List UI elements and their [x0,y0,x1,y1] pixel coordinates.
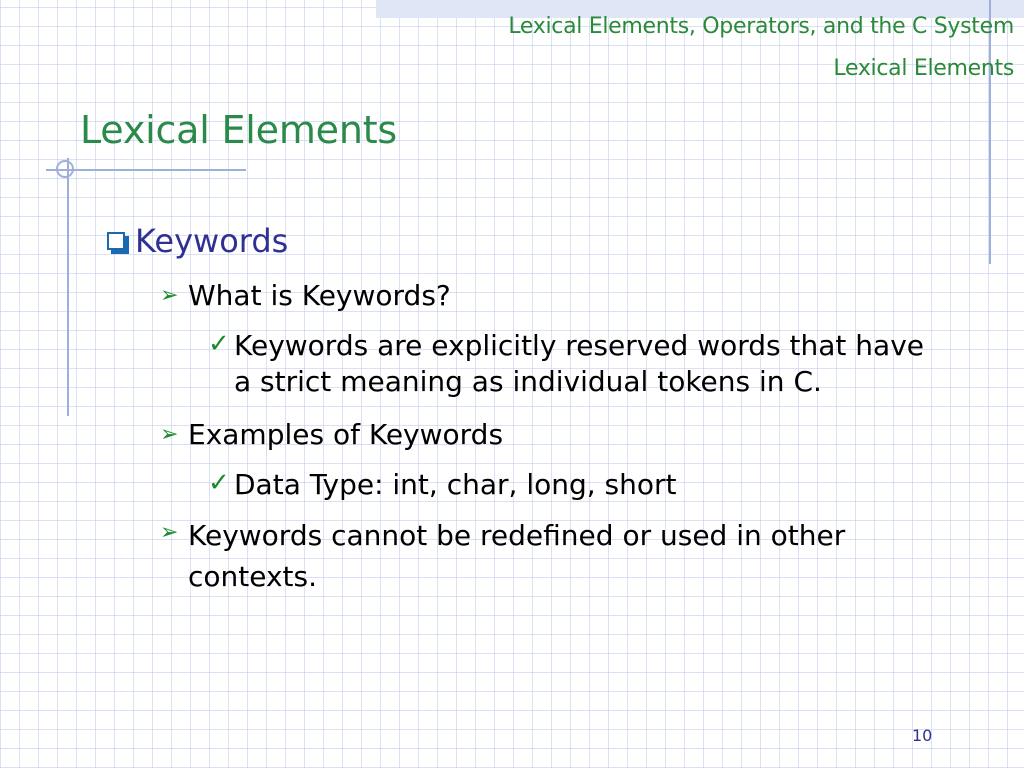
rule-circle-ornament [56,160,74,178]
bullet-data-type-label: Data Type: int, char, long, short [234,468,677,501]
slide-title: Lexical Elements [80,108,397,152]
bullet-examples [160,418,503,452]
checkmark-icon: ✓ [208,329,230,359]
header-chapter-title: Lexical Elements, Operators, and the C System [508,14,1014,39]
vertical-rule-right [989,0,991,264]
horizontal-rule [46,169,246,171]
arrow-right-icon: ➢ [160,283,179,308]
page-number: 10 [912,726,933,745]
bullet-examples-label: Examples of Keywords [188,418,504,451]
arrow-right-icon: ➢ [160,520,179,545]
arrow-right-icon: ➢ [160,422,179,447]
bullet-what-is-label: What is Keywords? [188,279,451,312]
bullet-data-type [208,467,677,503]
bullet-keywords-label: Keywords [135,222,289,260]
bullet-cannot-redefine-label: Keywords cannot be redefined or used in other contexts. [188,519,846,593]
square-box-icon [107,232,129,254]
bullet-definition [208,328,948,401]
header-section-title: Lexical Elements [833,56,1014,81]
bullet-cannot-redefine [160,516,920,597]
checkmark-icon: ✓ [208,468,230,498]
bullet-definition-label: Keywords are explicitly reserved words that have a strict meaning as individual tokens in C. [234,329,924,399]
bullet-what-is [160,279,451,313]
vertical-rule-left [67,158,69,416]
bullet-keywords [107,222,288,260]
